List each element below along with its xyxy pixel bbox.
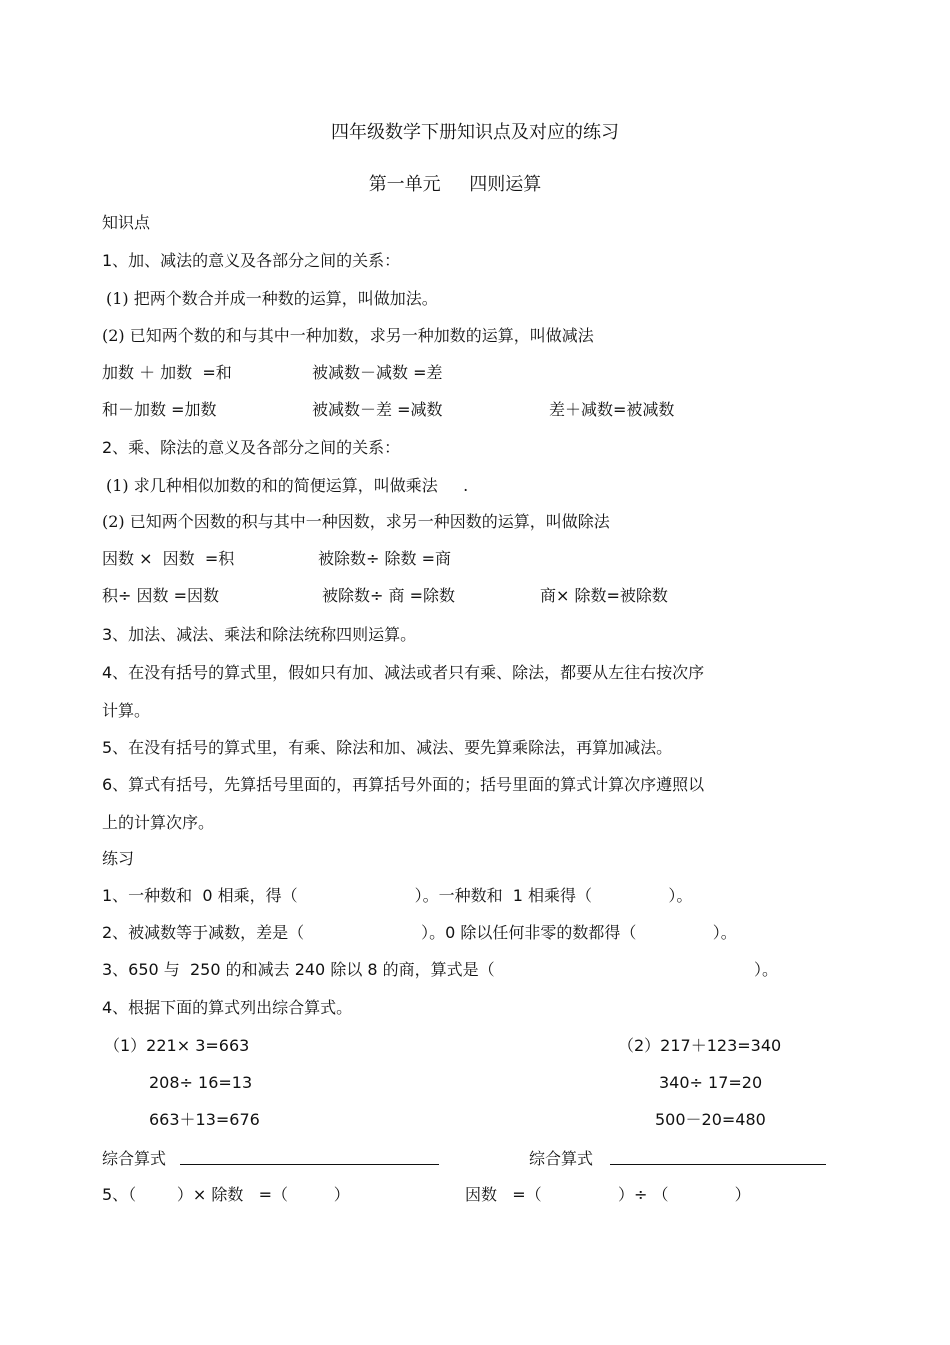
relation-div-2: 被除数÷ 商 =除数	[322, 586, 455, 605]
knowledge-item-1b: (2) 已知两个数的和与其中一种加数，求另一种加数的运算，叫做减法	[102, 326, 594, 345]
knowledge-item-1a: (1) 把两个数合并成一种数的运算，叫做加法。	[106, 289, 438, 308]
knowledge-item-2b: (2) 已知两个因数的积与其中一种因数，求另一种因数的运算，叫做除法	[102, 512, 610, 531]
knowledge-item-2a: (1) 求几种相似加数的和的简便运算，叫做乘法 .	[106, 476, 469, 495]
relation-sub-1: 被减数－减数 =差	[312, 363, 443, 382]
relation-mul-2: 积÷ 因数 =因数	[102, 586, 219, 605]
knowledge-item-6-line1: 6、算式有括号，先算括号里面的，再算括号外面的；括号里面的算式计算次序遵照以	[102, 775, 705, 794]
combined-label-right: 综合算式	[529, 1149, 594, 1168]
equation-left-1: （1）221× 3=663	[104, 1036, 250, 1055]
practice-item-4: 4、根据下面的算式列出综合算式。	[102, 998, 353, 1017]
knowledge-item-6-line2: 上的计算次序。	[102, 813, 215, 832]
relation-add-2: 和－加数 =加数	[102, 400, 217, 419]
knowledge-item-5: 5、在没有括号的算式里，有乘、除法和加、减法、要先算乘除法，再算加减法。	[102, 738, 673, 757]
relation-div-3: 商× 除数=被除数	[540, 586, 668, 605]
relation-div-1: 被除数÷ 除数 =商	[318, 549, 451, 568]
practice-item-2: 2、被减数等于减数，差是（ ）。0 除以任何非零的数都得（ ）。	[102, 923, 737, 942]
practice-heading: 练习	[102, 849, 135, 868]
relation-add-1: 加数 ＋ 加数 =和	[102, 363, 232, 382]
unit-subtitle: 第一单元 四则运算	[368, 174, 542, 195]
answer-line-left[interactable]	[180, 1164, 439, 1165]
practice-item-3: 3、650 与 250 的和减去 240 除以 8 的商，算式是（ ）。	[102, 960, 779, 979]
knowledge-item-3: 3、加法、减法、乘法和除法统称四则运算。	[102, 625, 417, 644]
practice-item-5-left: 5、（ ）× 除数 =（ ）	[102, 1185, 350, 1204]
relation-sub-3: 差＋减数=被减数	[549, 400, 675, 419]
knowledge-item-2: 2、乘、除法的意义及各部分之间的关系：	[102, 438, 401, 457]
knowledge-item-4-line2: 计算。	[102, 701, 151, 720]
document-title: 四年级数学下册知识点及对应的练习	[331, 122, 619, 143]
knowledge-item-4-line1: 4、在没有括号的算式里，假如只有加、减法或者只有乘、除法，都要从左往右按次序	[102, 663, 705, 682]
equation-right-1: （2）217＋123=340	[618, 1036, 782, 1055]
knowledge-item-1: 1、加、减法的意义及各部分之间的关系：	[102, 251, 401, 270]
practice-item-1: 1、一种数和 0 相乘，得（ ）。一种数和 1 相乘得（ ）。	[102, 886, 693, 905]
equation-left-2: 208÷ 16=13	[149, 1073, 253, 1092]
relation-mul-1: 因数 × 因数 =积	[102, 549, 235, 568]
knowledge-heading: 知识点	[102, 213, 151, 232]
equation-right-2: 340÷ 17=20	[659, 1073, 763, 1092]
answer-line-right[interactable]	[610, 1164, 826, 1165]
practice-item-5-right: 因数 =（ ）÷ （ ）	[465, 1185, 751, 1204]
combined-label-left: 综合算式	[102, 1149, 167, 1168]
equation-left-3: 663＋13=676	[149, 1110, 260, 1129]
equation-right-3: 500－20=480	[655, 1110, 766, 1129]
relation-sub-2: 被减数－差 =减数	[312, 400, 443, 419]
